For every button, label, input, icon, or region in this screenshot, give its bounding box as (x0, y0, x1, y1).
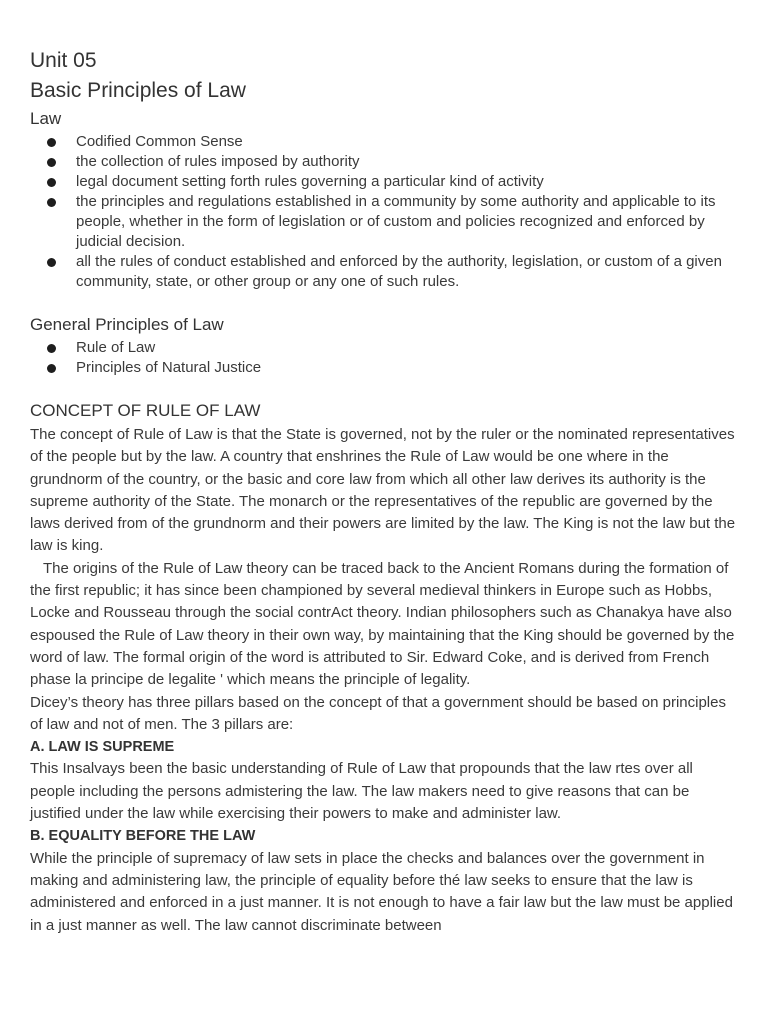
list-item (30, 192, 738, 252)
paragraph: While the principle of supremacy of law sets in place the checks and balances over the government in making and administering law, the principle of equality before thé law seeks to ensure that the law is administered and enforced in a just manner. It is not enough to have a fair law but the law must be applied in a just manner as well. The law cannot discriminate between (30, 849, 733, 934)
concept-body (30, 424, 738, 937)
paragraph: The concept of Rule of Law is that the State is governed, not by the ruler or the nominated representatives of the people but by the law. A country that enshrines the Rule of Law would be one where in the grundnorm of the country, or the basic and core law from which all other law derives its authority is the supreme authority of the State. The monarch or the representatives of the republic are governed by the laws derived from of the grundnorm and their powers are limited by the law. The King is not the law but the law is king. (30, 426, 736, 555)
list-item-text: legal document setting forth rules governing a particular kind of activity (76, 173, 544, 190)
list-item (30, 172, 738, 192)
bullet-icon (47, 198, 56, 207)
pillar-b-heading: B. EQUALITY BEFORE THE LAW (30, 828, 256, 845)
concept-heading: CONCEPT OF RULE OF LAW (30, 401, 261, 420)
list-item-text: Rule of Law (76, 339, 156, 356)
list-item-text: the principles and regulations established in a community by some authority and applicable to its people, whether in the form of legislation or of custom and policies recognized and enforced by judicial decision. (76, 193, 716, 250)
list-item-text: Codified Common Sense (76, 133, 243, 150)
bullet-icon (47, 344, 56, 353)
paragraph: The origins of the Rule of Law theory can be traced back to the Ancient Romans during the formation of the first republic; it has since been championed by several medieval thinkers in Europe such as Hobbs, Locke and Rousseau through the social contrAct theory. Indian philosophers such as Chanakya have also espoused the Rule of Law theory in their own way, by maintaining that the King should be governed by the word of law. The formal origin of the word is attributed to Sir. Edward Coke, and is derived from French phase la principe de legalite ' which means the principle of legality. (30, 559, 735, 689)
pillar-a-heading: A. LAW IS SUPREME (30, 739, 175, 756)
bullet-icon (47, 364, 56, 373)
list-item (30, 152, 738, 172)
general-principles-list (30, 338, 738, 378)
list-item (30, 338, 738, 358)
bullet-icon (47, 178, 56, 187)
law-heading: Law (30, 109, 62, 128)
bullet-icon (47, 158, 56, 167)
law-definitions-list (30, 132, 738, 292)
bullet-icon (47, 138, 56, 147)
paragraph: Dicey’s theory has three pillars based on the concept of that a government should be based on principles of law and not of men. The 3 pillars are: (30, 693, 726, 733)
list-item-text: all the rules of conduct established and enforced by the authority, legislation, or custom of a given community, state, or other group or any one of such rules. (76, 253, 722, 290)
paragraph: This Insalvays been the basic understanding of Rule of Law that propounds that the law rtes over all people including the persons admistering the law. The law makers need to give reasons that can be justified under the law while exercising their powers to make and administer law. (30, 760, 693, 823)
document-title: Basic Principles of Law (30, 79, 246, 102)
list-item-text: Principles of Natural Justice (76, 359, 262, 376)
bullet-icon (47, 258, 56, 267)
list-item-text: the collection of rules imposed by authority (76, 153, 360, 170)
general-principles-heading: General Principles of Law (30, 315, 224, 334)
list-item (30, 252, 738, 292)
list-item (30, 358, 738, 378)
list-item (30, 132, 738, 152)
unit-title: Unit 05 (30, 49, 97, 72)
